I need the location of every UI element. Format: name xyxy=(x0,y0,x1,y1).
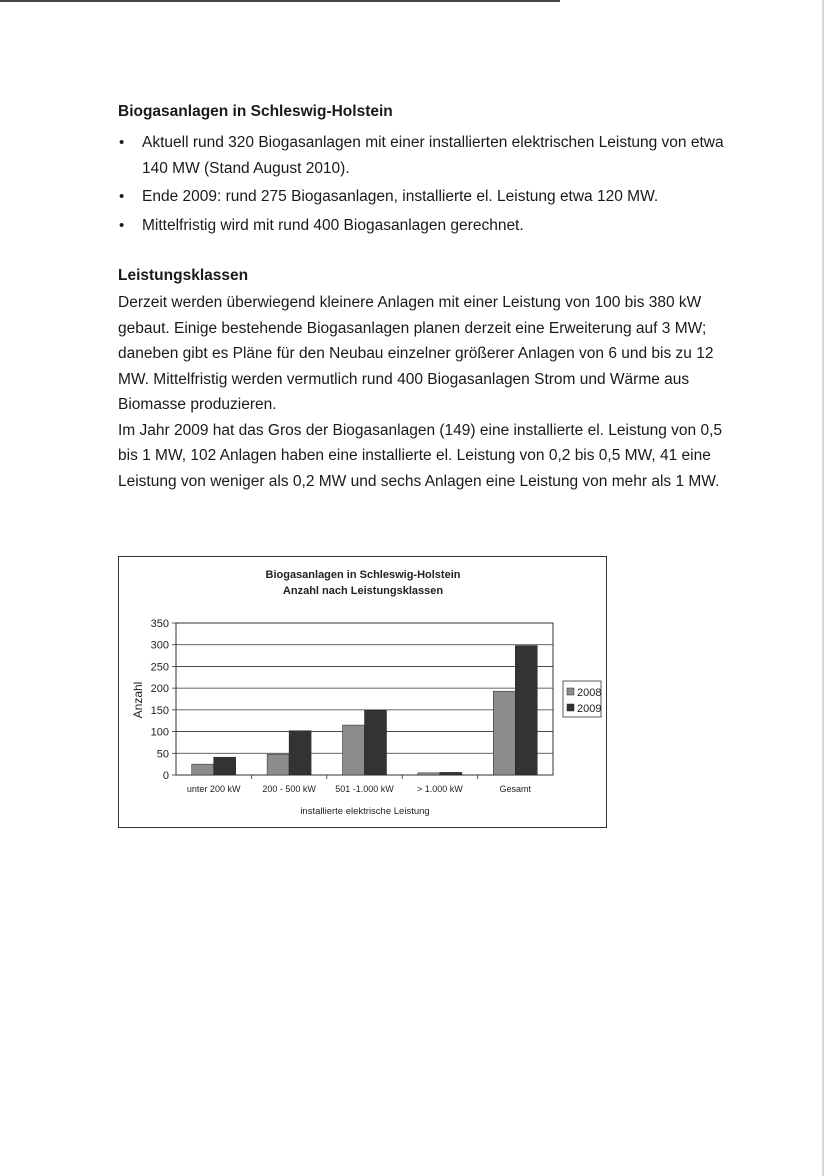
y-tick-label: 50 xyxy=(156,748,169,761)
paragraph: Im Jahr 2009 hat das Gros der Biogasanlagen (149) eine installierte el. Leistung von 0,5 bis 1 MW, 102 Anlagen haben eine installierte el. Leistung von 0,2 bis 0,5 MW, 41 eine Leistung von weniger als 0,2 MW und sechs Anlagen eine Leistung von mehr als 1 MW. xyxy=(118,421,723,490)
y-tick-label: 0 xyxy=(162,770,169,782)
section-leistungsklassen xyxy=(118,266,738,494)
chart-svg xyxy=(119,557,606,827)
bar-2009 xyxy=(214,757,236,775)
legend-label: 2008 xyxy=(577,687,602,699)
bar-2009 xyxy=(289,731,311,775)
x-tick-label: 200 - 500 kW xyxy=(262,784,316,794)
x-tick-label: 501 -1.000 kW xyxy=(335,784,394,794)
y-tick-label: 250 xyxy=(150,661,169,674)
x-axis-label: installierte elektrische Leistung xyxy=(300,806,430,817)
x-tick-label: unter 200 kW xyxy=(186,784,241,794)
bar-2009 xyxy=(440,772,462,775)
chart-subtitle: Anzahl nach Leistungsklassen xyxy=(282,585,444,597)
bar-2008 xyxy=(493,691,515,775)
bullet-list xyxy=(118,130,738,238)
scan-edge-right xyxy=(822,0,824,1176)
bullet-item: • Mittelfristig wird mit rund 400 Biogasanlagen gerechnet. xyxy=(118,213,738,239)
y-tick-label: 300 xyxy=(150,639,169,652)
paragraph: Derzeit werden überwiegend kleinere Anlagen mit einer Leistung von 100 bis 380 kW gebaut. Einige bestehende Biogasanlagen planen derzeit eine Erweiterung auf 3 MW; daneben gibt es Pläne für den Neubau einzelner größerer Anlagen von 6 und bis zu 12 MW. Mittelfristig werden vermutlich rund 400 Biogasanlagen Strom und Wärme aus Biomasse produzieren. xyxy=(118,294,714,413)
x-tick-label: > 1.000 kW xyxy=(417,784,463,794)
y-ticks xyxy=(151,618,176,782)
bar-chart xyxy=(118,556,607,828)
x-tick-label: Gesamt xyxy=(499,784,532,794)
bullet-item: • Aktuell rund 320 Biogasanlagen mit einer installierten elektrischen Leistung von etwa 140 MW (Stand August 2010). xyxy=(118,130,738,181)
legend xyxy=(563,681,601,717)
bar-2008 xyxy=(343,725,365,775)
y-tick-label: 200 xyxy=(150,683,169,696)
y-tick-label: 350 xyxy=(150,618,169,630)
bar-2008 xyxy=(192,764,214,775)
x-ticks xyxy=(187,775,532,794)
chart-title: Biogasanlagen in Schleswig-Holstein xyxy=(265,569,461,581)
bullet-item: • Ende 2009: rund 275 Biogasanlagen, installierte el. Leistung etwa 120 MW. xyxy=(118,184,738,210)
document-page xyxy=(118,102,738,494)
y-tick-label: 100 xyxy=(150,726,169,739)
section-heading-biogas: Biogasanlagen in Schleswig-Holstein xyxy=(118,103,393,120)
bar-2009 xyxy=(365,710,387,775)
legend-swatch xyxy=(567,688,574,695)
y-axis-label: Anzahl xyxy=(131,681,145,719)
scan-edge-top xyxy=(0,0,560,2)
bar-2008 xyxy=(418,773,440,775)
legend-label: 2009 xyxy=(577,703,602,715)
bar-2008 xyxy=(267,754,289,775)
legend-swatch xyxy=(567,704,574,711)
y-tick-label: 150 xyxy=(150,704,169,717)
bars xyxy=(192,646,538,775)
bar-2009 xyxy=(515,646,537,775)
section-heading-leistungsklassen: Leistungsklassen xyxy=(118,267,249,284)
